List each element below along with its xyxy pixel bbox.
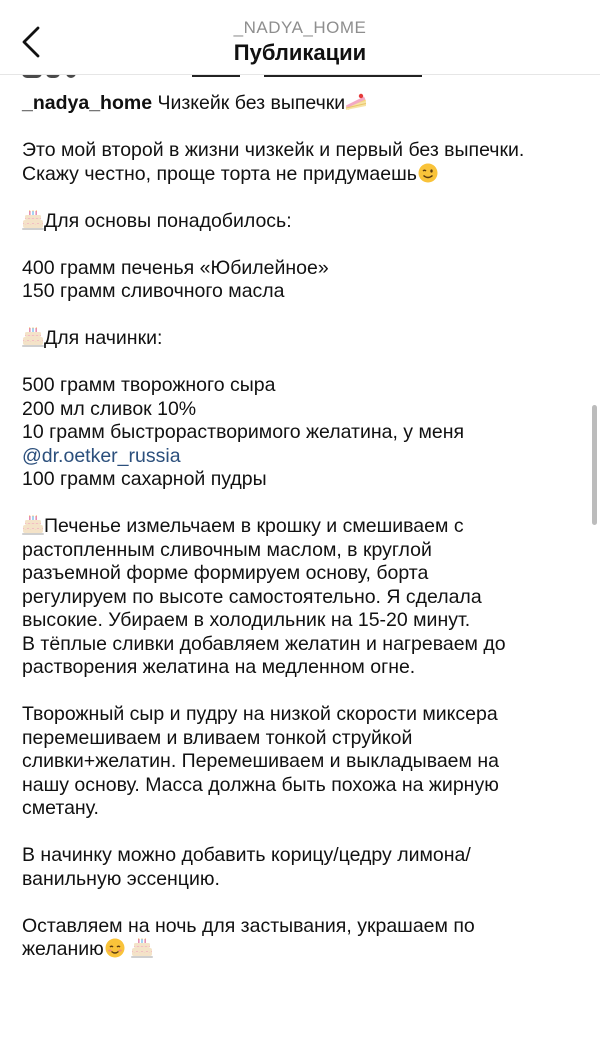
ingredient-item: 400 грамм печенья «Юбилейное» [22,256,329,279]
caption-title: Чизкейк без выпечки [152,92,346,114]
text-line: перемешиваем и вливаем тонкой струйкой [22,726,413,749]
ingredient-item: 150 грамм сливочного масла [22,280,285,302]
post-caption [22,92,582,985]
text-line: регулируем по высоте самостоятельно. Я сделала [22,585,482,608]
caption-username[interactable]: _nadya_home [22,92,153,114]
text-line: растопленным сливочным маслом, в круглой [22,538,432,561]
text-line: нашу основу. Масса должна быть похожа на жирную [22,773,499,796]
intro-paragraph [22,139,582,186]
step-2-paragraph [22,703,582,821]
text-line: желанию [22,938,104,960]
account-name: _NADYA_HOME [233,18,367,37]
filling-heading: Для начинки: [44,327,163,349]
text-line: Это мой второй в жизни чизкейк и первый без выпечки. [22,139,525,161]
page-title: Публикации [233,40,367,65]
text-line: растворения желатина на медленном огне. [22,656,416,678]
ingredient-item: 10 грамм быстрорастворимого желатина, у меня [22,421,465,443]
step-4-paragraph [22,915,582,962]
text-line: Скажу честно, проще торта не придумаешь [22,162,417,185]
text-line: В начинку можно добавить корицу/цедру лимона/ [22,844,471,866]
base-heading-paragraph [22,210,582,234]
text-line: Творожный сыр и пудру на низкой скорости миксера [22,703,498,725]
caption-title-line [22,92,582,116]
birthday-cake-icon [22,327,44,347]
text-line: сметану. [22,797,99,819]
filling-ingredients [22,374,582,492]
birthday-cake-icon [22,515,44,535]
birthday-cake-icon [22,210,44,230]
text-line: сливки+желатин. Перемешиваем и выкладываем на [22,750,499,772]
text-line: Оставляем на ночь для застывания, украшаем по [22,914,475,937]
scrollbar[interactable] [592,405,597,525]
filling-heading-paragraph [22,327,582,351]
ingredient-item: 500 грамм творожного сыра [22,374,276,396]
smiling-emoji-icon [104,938,126,958]
top-nav-bar [0,0,600,75]
text-line: разъемной форме формируем основу, борта [22,562,429,584]
base-heading: Для основы понадобилось: [44,209,292,232]
wink-emoji-icon [417,163,439,183]
step-3-paragraph [22,844,582,891]
birthday-cake-icon [131,938,153,958]
text-line: высокие. Убираем в холодильник на 15-20 минут. [22,609,471,631]
mention-link[interactable]: @dr.oetker_russia [22,444,181,467]
ingredient-item: 200 мл сливок 10% [22,397,197,420]
step-1-paragraph [22,515,582,680]
cake-slice-icon [345,92,367,112]
ingredient-item: 100 грамм сахарной пудры [22,468,267,490]
text-line: Печенье измельчаем в крошку и смешиваем с [44,515,464,537]
text-line: ванильную эссенцию. [22,867,220,890]
text-line: В тёплые сливки добавляем желатин и нагреваем до [22,632,506,655]
base-ingredients [22,257,582,304]
